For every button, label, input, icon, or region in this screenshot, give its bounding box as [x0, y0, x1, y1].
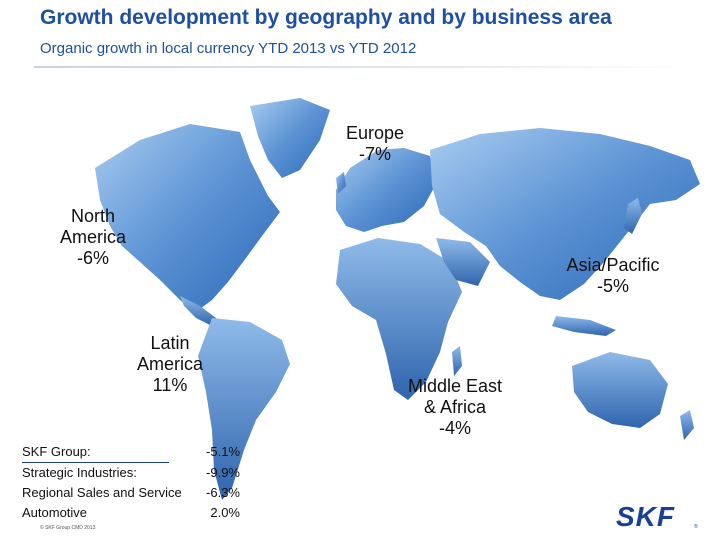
logo-text: SKF — [616, 501, 675, 532]
region-name-line1: Latin — [150, 333, 190, 353]
region-growth: -7% — [358, 144, 391, 164]
region-name-line2: & Africa — [423, 397, 487, 417]
region-name-line2: America — [136, 354, 203, 374]
summary-value: -9.9% — [206, 465, 240, 480]
summary-row — [22, 503, 240, 523]
title-divider — [34, 66, 694, 68]
region-name: Europe — [345, 123, 405, 143]
slide-title: Growth development by geography and by business area — [40, 6, 612, 29]
region-label-europe — [327, 123, 423, 165]
registered-mark: ® — [694, 524, 698, 530]
summary-label: Strategic Industries: — [22, 465, 137, 480]
copyright-footer: © SKF Group CMD 2013 — [40, 525, 96, 531]
skf-logo — [612, 500, 702, 532]
region-growth: -5% — [596, 276, 629, 296]
madagascar-shape — [452, 346, 462, 376]
summary-label: Automotive — [22, 505, 88, 520]
summary-value: -6.3% — [206, 485, 240, 500]
summary-label: Regional Sales and Service — [22, 485, 182, 500]
summary-row — [22, 442, 240, 463]
region-name-line2: America — [59, 227, 126, 247]
summary-value: -5.1% — [206, 444, 240, 459]
se-asia-islands-shape — [552, 316, 616, 336]
region-name-line1: North — [70, 206, 115, 226]
region-growth: -4% — [438, 418, 471, 438]
region-growth: 11% — [152, 375, 188, 395]
region-label-north-america — [40, 206, 146, 269]
region-name-line1: Middle East — [407, 376, 503, 396]
summary-row — [22, 463, 240, 483]
region-name: Asia/Pacific — [566, 255, 660, 275]
region-label-middle-east-africa — [390, 376, 520, 439]
region-label-asia-pacific — [548, 255, 678, 297]
region-growth: -6% — [76, 248, 109, 268]
australia-shape — [572, 352, 668, 428]
summary-label: SKF Group: — [22, 442, 169, 463]
slide-subtitle: Organic growth in local currency YTD 2013 vs YTD 2012 — [40, 40, 417, 57]
business-area-summary — [22, 442, 240, 523]
new-zealand-shape — [680, 410, 694, 440]
summary-row — [22, 483, 240, 503]
region-label-latin-america — [120, 333, 220, 396]
summary-value: 2.0% — [210, 505, 240, 520]
greenland-shape — [250, 98, 330, 178]
